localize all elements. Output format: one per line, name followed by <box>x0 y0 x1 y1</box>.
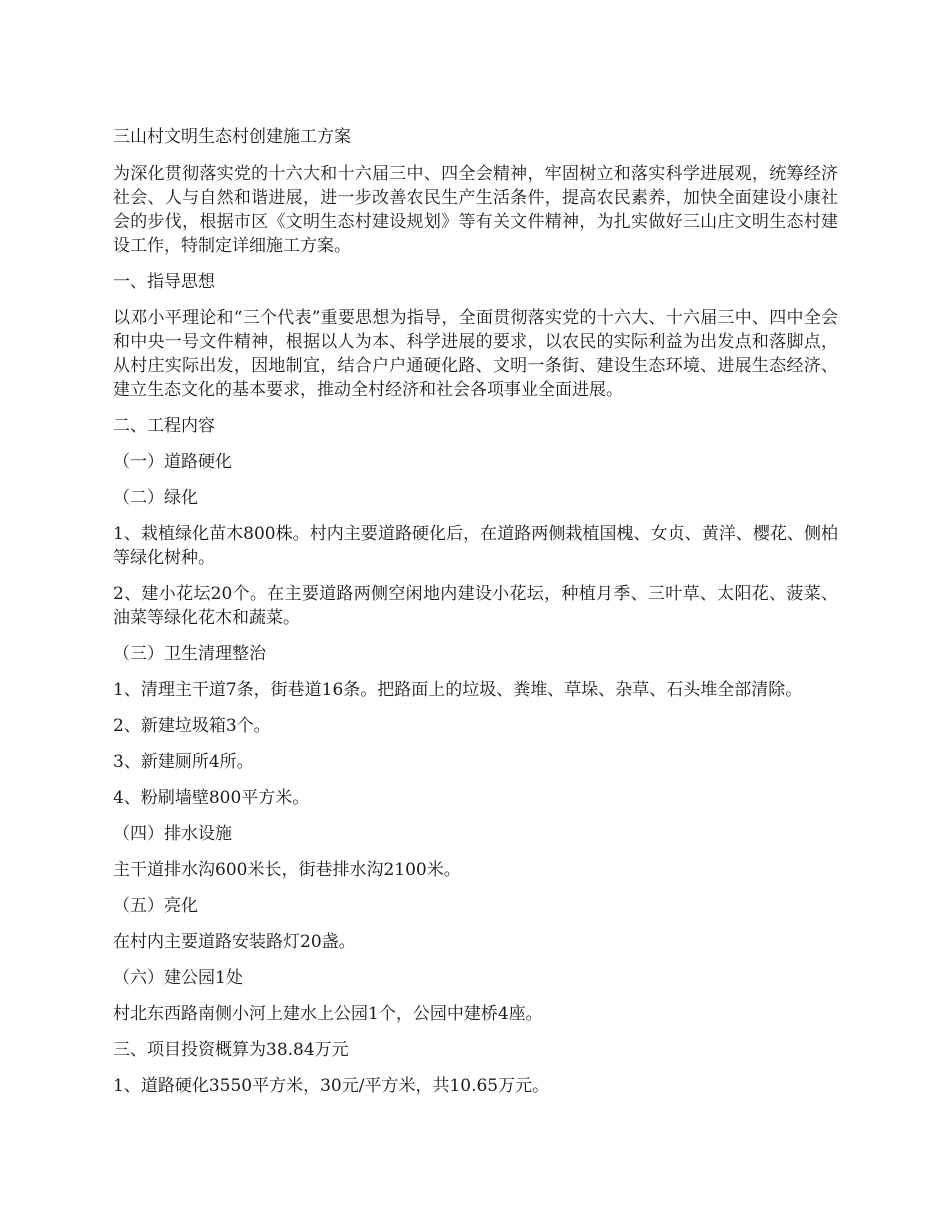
guiding-ideology-paragraph: 以邓小平理论和“三个代表”重要思想为指导，全面贯彻落实党的十六大、十六届三中、四中全会和中央一号文件精神，根据以人为本、科学进展的要求，以农民的实际利益为出发点和落脚点，从村庄实际出发，因地制宜，结合户户通硬化路、文明一条街、建设生态环境、进展生态经济、建立生态文化的基本要求，推动全村经济和社会各项事业全面进展。 <box>113 308 838 400</box>
investment-item-1: 1、道路硬化3550平方米，30元/平方米，共10.65万元。 <box>113 1076 550 1096</box>
subheading-greening: （二）绿化 <box>113 488 198 508</box>
subheading-park: （六）建公园1处 <box>113 968 243 988</box>
park-paragraph: 村北东西路南侧小河上建水上公园1个，公园中建桥4座。 <box>113 1004 543 1024</box>
section-heading-project-content: 二、工程内容 <box>113 416 215 436</box>
sanitation-item-4: 4、粉刷墙壁800平方米。 <box>113 788 310 808</box>
subheading-road-hardening: （一）道路硬化 <box>113 452 232 472</box>
document-body <box>113 125 838 1110</box>
sanitation-item-2: 2、新建垃圾箱3个。 <box>113 716 271 736</box>
sanitation-item-1: 1、清理主干道7条，街巷道16条。把路面上的垃圾、粪堆、草垛、杂草、石头堆全部清除。 <box>113 680 803 700</box>
subheading-lighting: （五）亮化 <box>113 896 198 916</box>
lighting-paragraph: 在村内主要道路安装路灯20盏。 <box>113 932 356 952</box>
greening-item-2: 2、建小花坛20个。在主要道路两侧空闲地内建设小花坛，种植月季、三叶草、太阳花、菠菜、油菜等绿化花木和蔬菜。 <box>113 584 838 628</box>
intro-paragraph: 为深化贯彻落实党的十六大和十六届三中、四全会精神，牢固树立和落实科学进展观，统筹经济社会、人与自然和谐进展，进一步改善农民生产生活条件，提高农民素养，加快全面建设小康社会的步伐，根据市区《文明生态村建设规划》等有关文件精神，为扎实做好三山庄文明生态村建设工作，特制定详细施工方案。 <box>113 164 838 256</box>
section-heading-guiding-ideology: 一、指导思想 <box>113 272 215 292</box>
drainage-paragraph: 主干道排水沟600米长，街巷排水沟2100米。 <box>113 860 461 880</box>
subheading-sanitation: （三）卫生清理整治 <box>113 644 266 664</box>
greening-item-1: 1、栽植绿化苗木800株。村内主要道路硬化后，在道路两侧栽植国槐、女贞、黄洋、樱花、侧柏等绿化树种。 <box>113 524 838 568</box>
sanitation-item-3: 3、新建厕所4所。 <box>113 752 254 772</box>
subheading-drainage: （四）排水设施 <box>113 824 232 844</box>
section-heading-investment: 三、项目投资概算为38.84万元 <box>113 1040 349 1060</box>
document-title: 三山村文明生态村创建施工方案 <box>113 127 351 147</box>
